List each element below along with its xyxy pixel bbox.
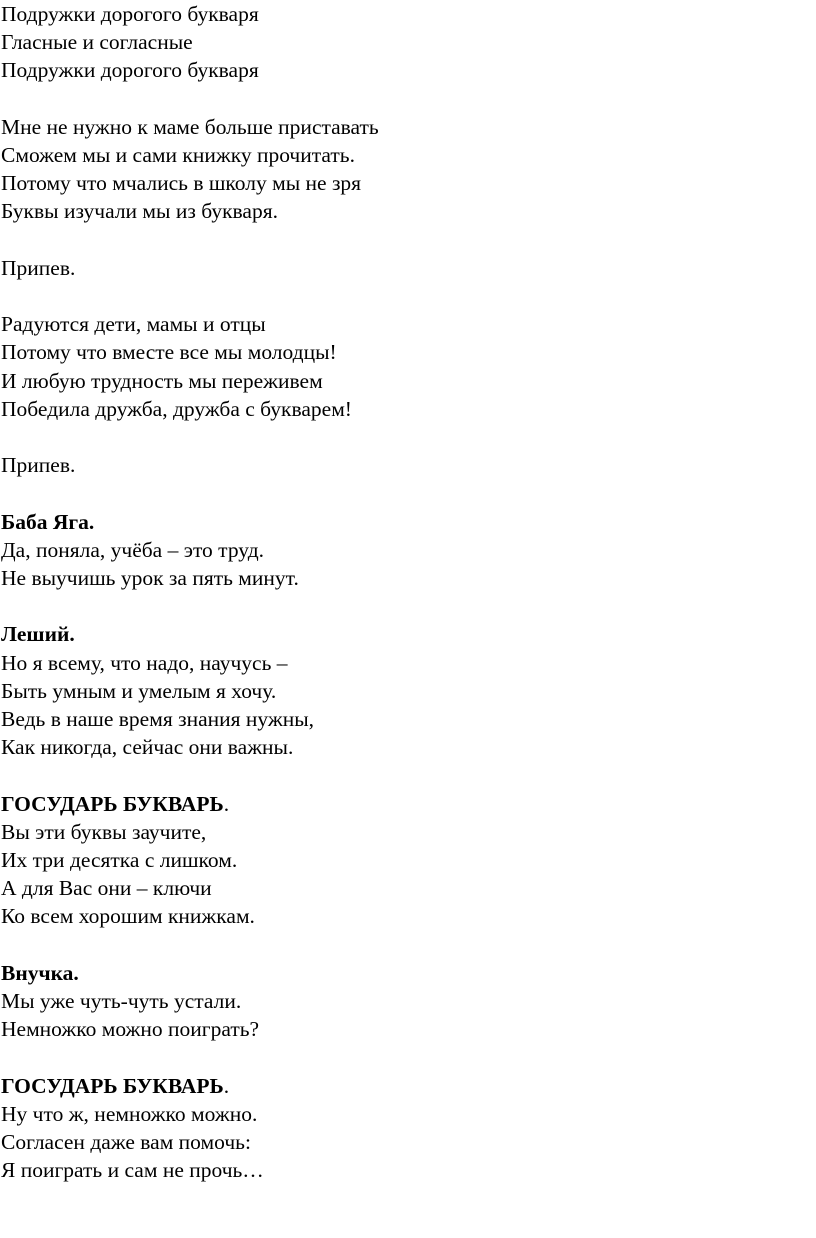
text-line: Не выучишь урок за пять минут.	[1, 565, 299, 590]
paragraph-gap	[1, 423, 801, 451]
verse-block	[1, 113, 801, 226]
text-line: Подружки дорогого букваря	[1, 58, 259, 83]
text-line: Потому что вместе все мы молодцы!	[1, 340, 337, 365]
verse-block	[1, 451, 801, 479]
text-line: Я поиграть и сам не прочь…	[1, 1158, 264, 1183]
speaker-line	[1, 790, 801, 818]
paragraph-gap	[1, 592, 801, 620]
text-line: Их три десятка с лишком.	[1, 847, 238, 872]
verse-block	[1, 310, 801, 423]
text-line: Буквы изучали мы из букваря.	[1, 199, 278, 224]
verse-block	[1, 254, 801, 282]
text-line: Немножко можно поиграть?	[1, 1017, 260, 1042]
text-line: Радуются дети, мамы и отцы	[1, 312, 266, 337]
verse-block	[1, 0, 801, 85]
text-line: Как никогда, сейчас они важны.	[1, 735, 294, 760]
speaker-name: ГОСУДАРЬ БУКВАРЬ	[1, 1073, 224, 1098]
paragraph-gap	[1, 931, 801, 959]
text-line: Мы уже чуть-чуть устали.	[1, 988, 242, 1013]
speaker-name: Баба Яга.	[1, 509, 95, 534]
paragraph-gap	[1, 761, 801, 789]
text-line: Ведь в наше время знания нужны,	[1, 706, 315, 731]
speaker-suffix: .	[223, 791, 230, 816]
text-line: Да, поняла, учёба – это труд.	[1, 537, 265, 562]
text-line: А для Вас они – ключи	[1, 876, 212, 901]
speaker-name: ГОСУДАРЬ БУКВАРЬ	[1, 791, 224, 816]
speaker-line	[1, 959, 801, 987]
speech-block	[1, 1072, 801, 1185]
text-line: Но я всему, что надо, научусь –	[1, 650, 288, 675]
text-line: Ко всем хорошим книжкам.	[1, 904, 255, 929]
text-line: Припев.	[1, 453, 76, 478]
paragraph-gap	[1, 1043, 801, 1071]
text-line: Потому что мчались в школу мы не зря	[1, 171, 362, 196]
text-line: Подружки дорогого букваря	[1, 2, 259, 26]
speech-block	[1, 790, 801, 931]
paragraph-gap	[1, 85, 801, 113]
speaker-line	[1, 1072, 801, 1100]
paragraph-gap	[1, 479, 801, 507]
text-line: Победила дружба, дружба с букварем!	[1, 396, 352, 421]
text-line: Ну что ж, немножко можно.	[1, 1101, 258, 1126]
speech-block	[1, 959, 801, 1044]
text-line: Мне не нужно к маме больше приставать	[1, 114, 379, 139]
text-line: Быть умным и умелым я хочу.	[1, 678, 277, 703]
speech-block	[1, 620, 801, 761]
text-line: Гласные и согласные	[1, 30, 193, 55]
script-text	[1, 0, 801, 1184]
text-line: Вы эти буквы заучите,	[1, 819, 207, 844]
speaker-name: Леший.	[1, 622, 75, 647]
text-line: Согласен даже вам помочь:	[1, 1129, 251, 1154]
speaker-suffix: .	[223, 1073, 230, 1098]
speaker-name: Внучка.	[1, 960, 79, 985]
text-line: Припев.	[1, 255, 76, 280]
speaker-line	[1, 620, 801, 648]
speaker-line	[1, 508, 801, 536]
text-line: Сможем мы и сами книжку прочитать.	[1, 143, 355, 167]
speech-block	[1, 508, 801, 593]
paragraph-gap	[1, 282, 801, 310]
text-line: И любую трудность мы переживем	[1, 368, 323, 393]
paragraph-gap	[1, 226, 801, 254]
